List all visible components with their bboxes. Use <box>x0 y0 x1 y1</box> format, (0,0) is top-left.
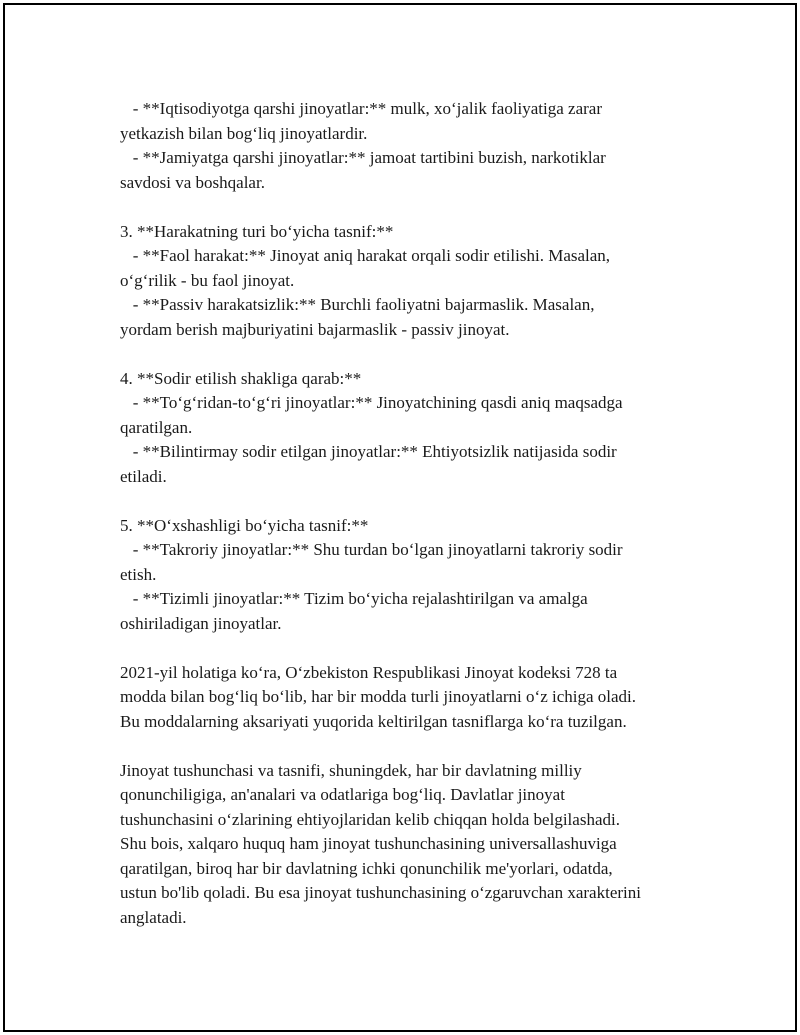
text-line: modda bilan bog‘liq bo‘lib, har bir modda turli jinoyatlarni o‘z ichiga oladi. <box>120 687 637 706</box>
text-line: 5. **O‘xshashligi bo‘yicha tasnif:** <box>120 515 369 535</box>
paragraph-spacer <box>120 489 700 514</box>
text-line: qaratilgan. <box>120 417 193 437</box>
text-line: 2021-yil holatiga ko‘ra, O‘zbekiston Respublikasi Jinoyat kodeksi 728 ta <box>120 662 618 682</box>
text-line: - **To‘g‘ridan-to‘g‘ri jinoyatlar:** Jinoyatchining qasdi aniq maqsadga <box>120 393 623 412</box>
text-line: anglatadi. <box>120 907 187 927</box>
text-line: - **Passiv harakatsizlik:** Burchli faoliyatni bajarmaslik. Masalan, <box>120 295 595 314</box>
paragraph <box>120 367 700 490</box>
text-line: tushunchasini o‘zlarining ehtiyojlaridan kelib chiqqan holda belgilashadi. <box>120 809 620 829</box>
text-line: etiladi. <box>120 466 167 486</box>
text-line: qaratilgan, biroq har bir davlatning ichki qonunchilik me'yorlari, odatda, <box>120 858 613 878</box>
paragraph-spacer <box>120 195 700 220</box>
paragraph <box>120 759 700 931</box>
text-line: - **Bilintirmay sodir etilgan jinoyatlar:** Ehtiyotsizlik natijasida sodir <box>120 442 617 461</box>
paragraph <box>120 220 700 343</box>
paragraph-spacer <box>120 734 700 759</box>
text-line: yordam berish majburiyatini bajarmaslik - passiv jinoyat. <box>120 319 510 339</box>
text-line: oshiriladigan jinoyatlar. <box>120 613 282 633</box>
text-line: 3. **Harakatning turi bo‘yicha tasnif:** <box>120 221 394 241</box>
text-line: - **Iqtisodiyotga qarshi jinoyatlar:** mulk, xo‘jalik faoliyatiga zarar <box>120 99 603 118</box>
text-line: 4. **Sodir etilish shakliga qarab:** <box>120 368 362 388</box>
paragraph-spacer <box>120 342 700 367</box>
text-line: savdosi va boshqalar. <box>120 172 265 192</box>
text-line: qonunchiligiga, an'analari va odatlariga bog‘liq. Davlatlar jinoyat <box>120 785 565 804</box>
text-line: yetkazish bilan bog‘liq jinoyatlardir. <box>120 123 368 143</box>
text-line: - **Jamiyatga qarshi jinoyatlar:** jamoat tartibini buzish, narkotiklar <box>120 148 606 167</box>
text-line: - **Tizimli jinoyatlar:** Tizim bo‘yicha rejalashtirilgan va amalga <box>120 589 588 608</box>
paragraph <box>120 514 700 637</box>
text-line: ustun bo'lib qoladi. Bu esa jinoyat tushunchasining o‘zgaruvchan xarakterini <box>120 883 641 902</box>
document-body <box>120 97 700 930</box>
text-line: Jinoyat tushunchasi va tasnifi, shuningdek, har bir davlatning milliy <box>120 760 582 780</box>
paragraph-spacer <box>120 636 700 661</box>
text-line: etish. <box>120 564 157 584</box>
paragraph <box>120 661 700 735</box>
text-line: Shu bois, xalqaro huquq ham jinoyat tushunchasining universallashuviga <box>120 834 617 853</box>
text-line: - **Takroriy jinoyatlar:** Shu turdan bo‘lgan jinoyatlarni takroriy sodir <box>120 540 623 559</box>
text-line: - **Faol harakat:** Jinoyat aniq harakat orqali sodir etilishi. Masalan, <box>120 246 611 265</box>
document-page <box>3 3 797 1032</box>
text-line: Bu moddalarning aksariyati yuqorida keltirilgan tasniflarga ko‘ra tuzilgan. <box>120 711 627 731</box>
text-line: o‘g‘rilik - bu faol jinoyat. <box>120 270 295 290</box>
paragraph <box>120 97 700 195</box>
